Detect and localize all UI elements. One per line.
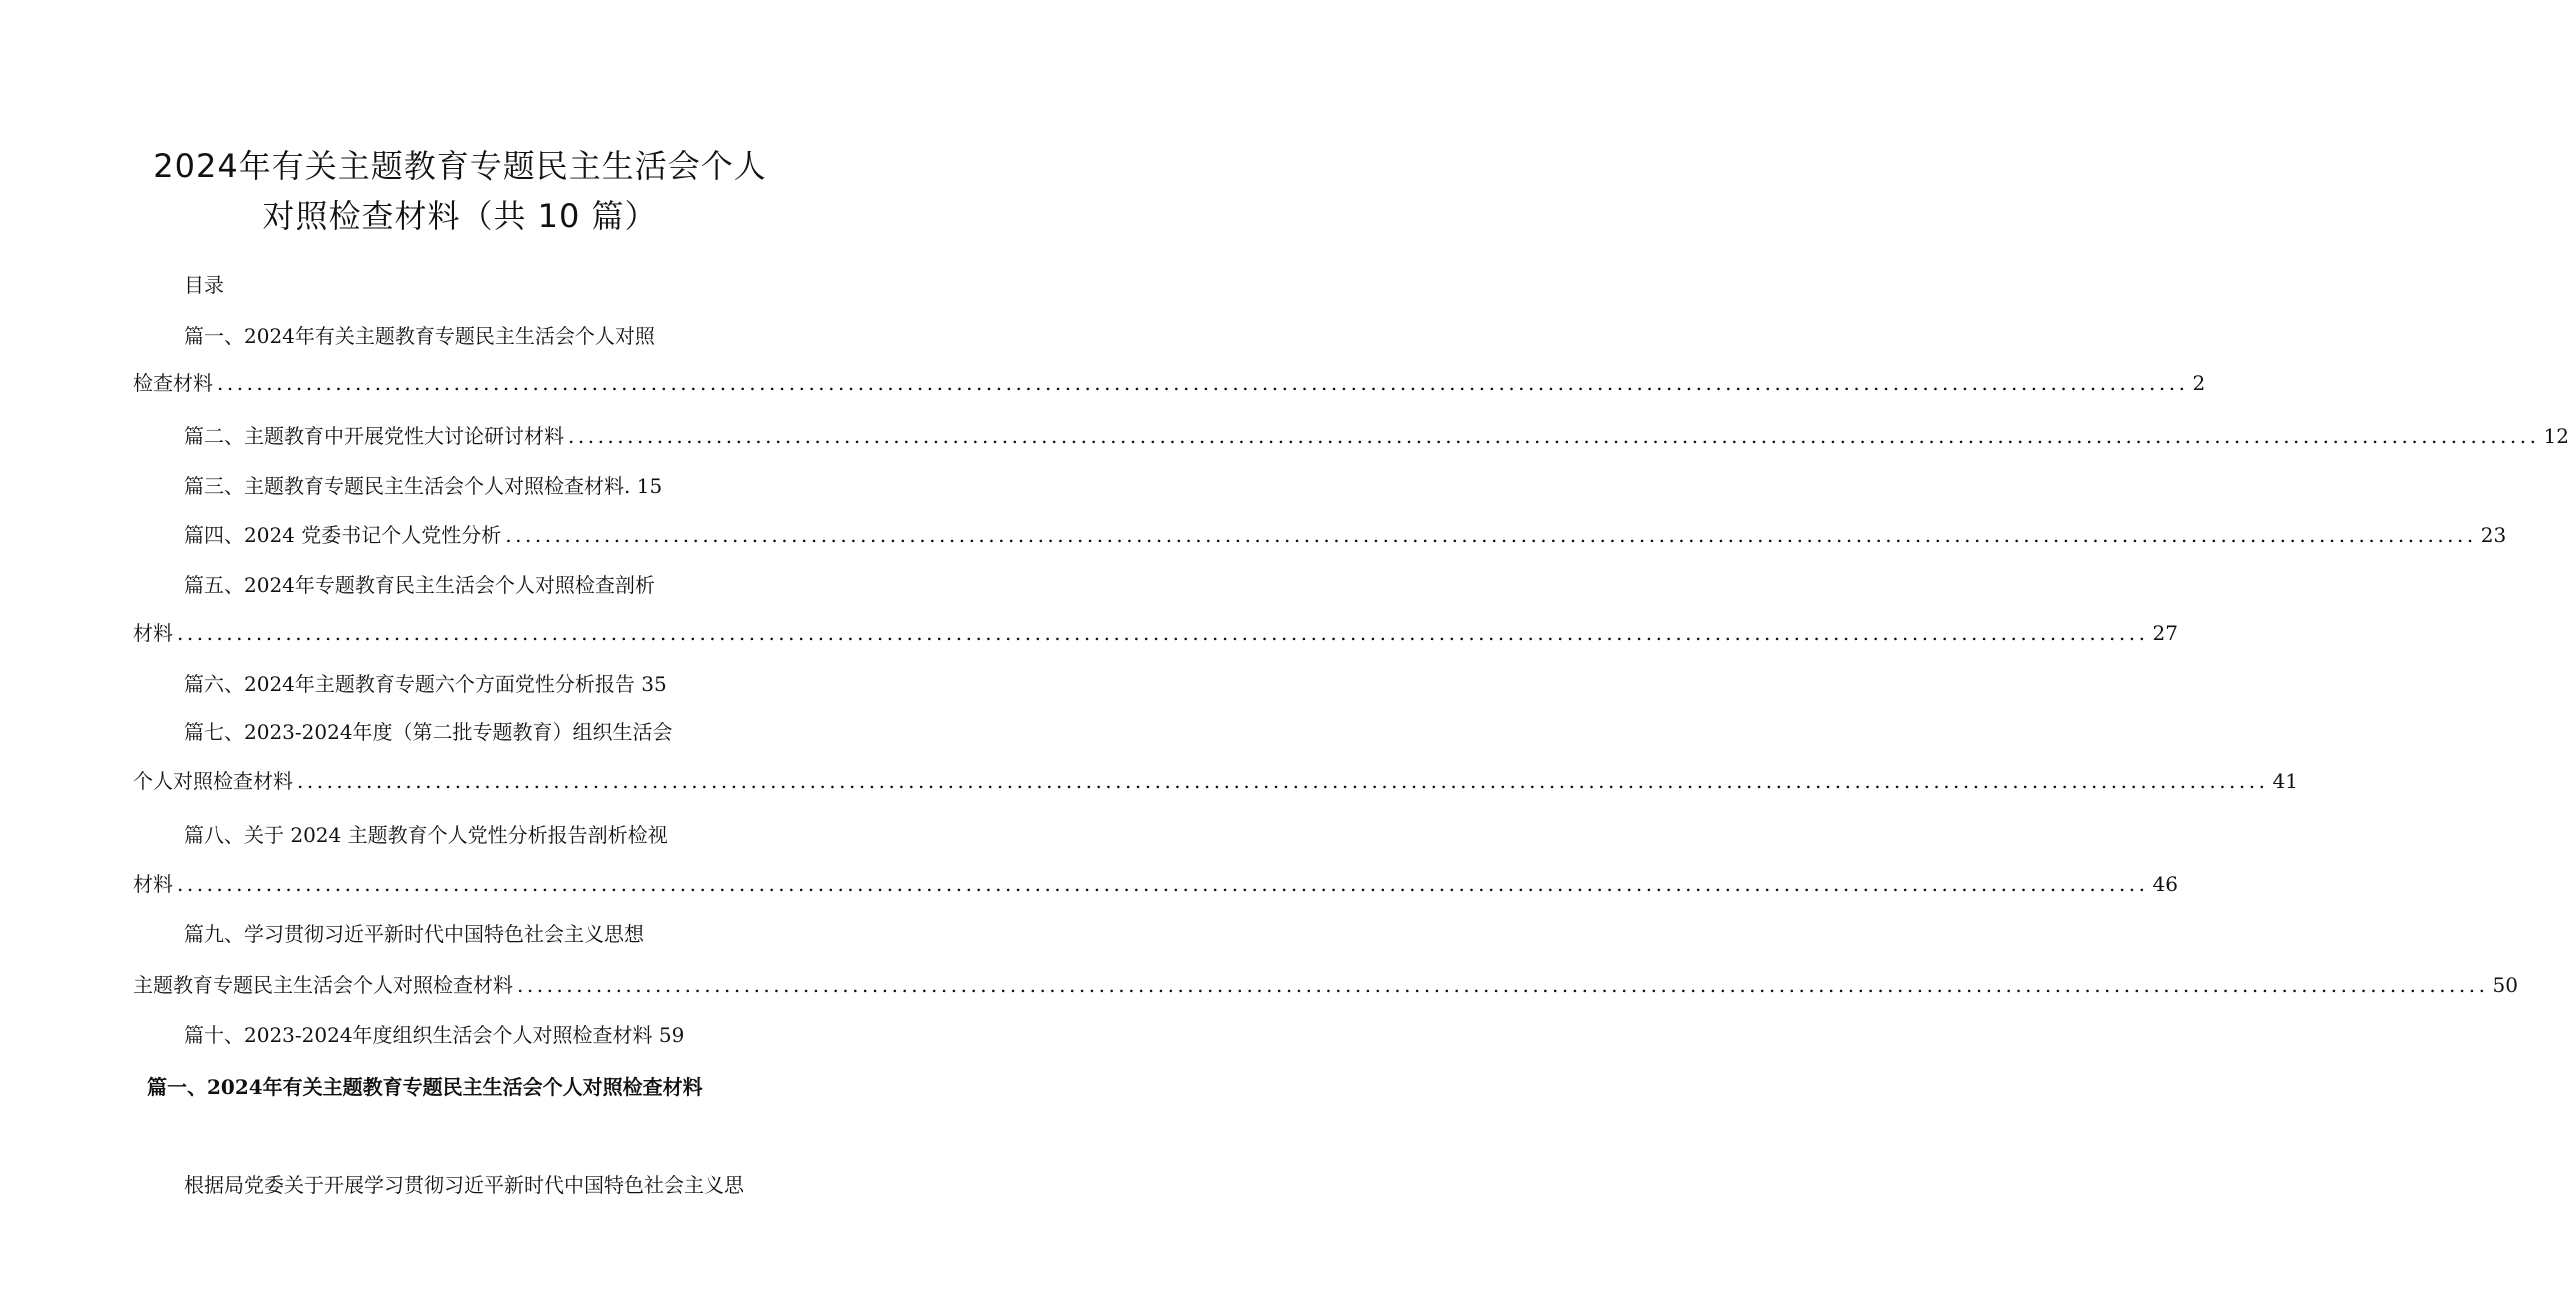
toc-leader-dots: ........................................................................................................................................................................................................: [505, 523, 2477, 547]
toc-entry-1-line1[interactable]: 篇一、2024年有关主题教育专题民主生活会个人对照: [184, 324, 655, 348]
toc-entry-8-line1[interactable]: 篇八、关于 2024 主题教育个人党性分析报告剖析检视: [184, 823, 668, 847]
section-heading: 篇一、2024年有关主题教育专题民主生活会个人对照检查材料: [147, 1075, 703, 1099]
toc-entry-4-row[interactable]: [184, 521, 2507, 549]
toc-leader-dots: ........................................................................................................................................................................................................: [297, 769, 2269, 793]
toc-entry-4-page: 23: [2480, 523, 2507, 547]
toc-entry-8-page: 46: [2152, 872, 2178, 896]
toc-leader-dots: ........................................................................................................................................................................................................: [177, 872, 2149, 896]
toc-entry-7-page: 41: [2272, 769, 2298, 793]
toc-entry-5-line1[interactable]: 篇五、2024年专题教育民主生活会个人对照检查剖析: [184, 573, 655, 597]
toc-entry-2-row[interactable]: [184, 422, 2569, 450]
toc-entry-4-line1: 篇四、2024 党委书记个人党性分析: [184, 523, 502, 547]
toc-entry-5-page: 27: [2152, 621, 2178, 645]
document-title-line2: 对照检查材料（共 10 篇）: [262, 197, 658, 235]
toc-entry-2-line1: 篇二、主题教育中开展党性大讨论研讨材料: [184, 424, 564, 448]
toc-leader-dots: ........................................................................................................................................................................................................: [177, 621, 2149, 645]
toc-leader-dots: ........................................................................................................................................................................................................: [517, 973, 2489, 997]
toc-entry-7-line2: 个人对照检查材料: [133, 769, 293, 793]
toc-entry-9-row[interactable]: [133, 971, 2518, 999]
toc-entry-9-line1[interactable]: 篇九、学习贯彻习近平新时代中国特色社会主义思想: [184, 922, 644, 946]
toc-heading: 目录: [184, 273, 224, 297]
toc-entry-8-row[interactable]: [133, 870, 2178, 898]
toc-entry-1-page: 2: [2192, 371, 2206, 395]
toc-entry-1-row[interactable]: [133, 369, 2206, 397]
toc-entry-5-line2: 材料: [133, 621, 173, 645]
body-paragraph: 根据局党委关于开展学习贯彻习近平新时代中国特色社会主义思: [184, 1173, 744, 1197]
toc-entry-9-line2: 主题教育专题民主生活会个人对照检查材料: [133, 973, 513, 997]
toc-entry-6[interactable]: 篇六、2024年主题教育专题六个方面党性分析报告 35: [184, 672, 667, 696]
toc-entry-1-line2: 检查材料: [133, 371, 213, 395]
toc-entry-7-line1[interactable]: 篇七、2023-2024年度（第二批专题教育）组织生活会: [184, 720, 673, 744]
toc-entry-3[interactable]: 篇三、主题教育专题民主生活会个人对照检查材料. 15: [184, 474, 663, 498]
toc-leader-dots: ........................................................................................................................................................................................................: [217, 371, 2189, 395]
toc-entry-10[interactable]: 篇十、2023-2024年度组织生活会个人对照检查材料 59: [184, 1023, 685, 1047]
toc-leader-dots: ........................................................................................................................................................................................................: [568, 424, 2540, 448]
toc-entry-5-row[interactable]: [133, 619, 2178, 647]
toc-entry-2-page: 12: [2543, 424, 2569, 448]
toc-entry-7-row[interactable]: [133, 767, 2298, 795]
document-title-line1: 2024年有关主题教育专题民主生活会个人: [153, 147, 767, 185]
toc-entry-9-page: 50: [2492, 973, 2518, 997]
toc-entry-8-line2: 材料: [133, 872, 173, 896]
